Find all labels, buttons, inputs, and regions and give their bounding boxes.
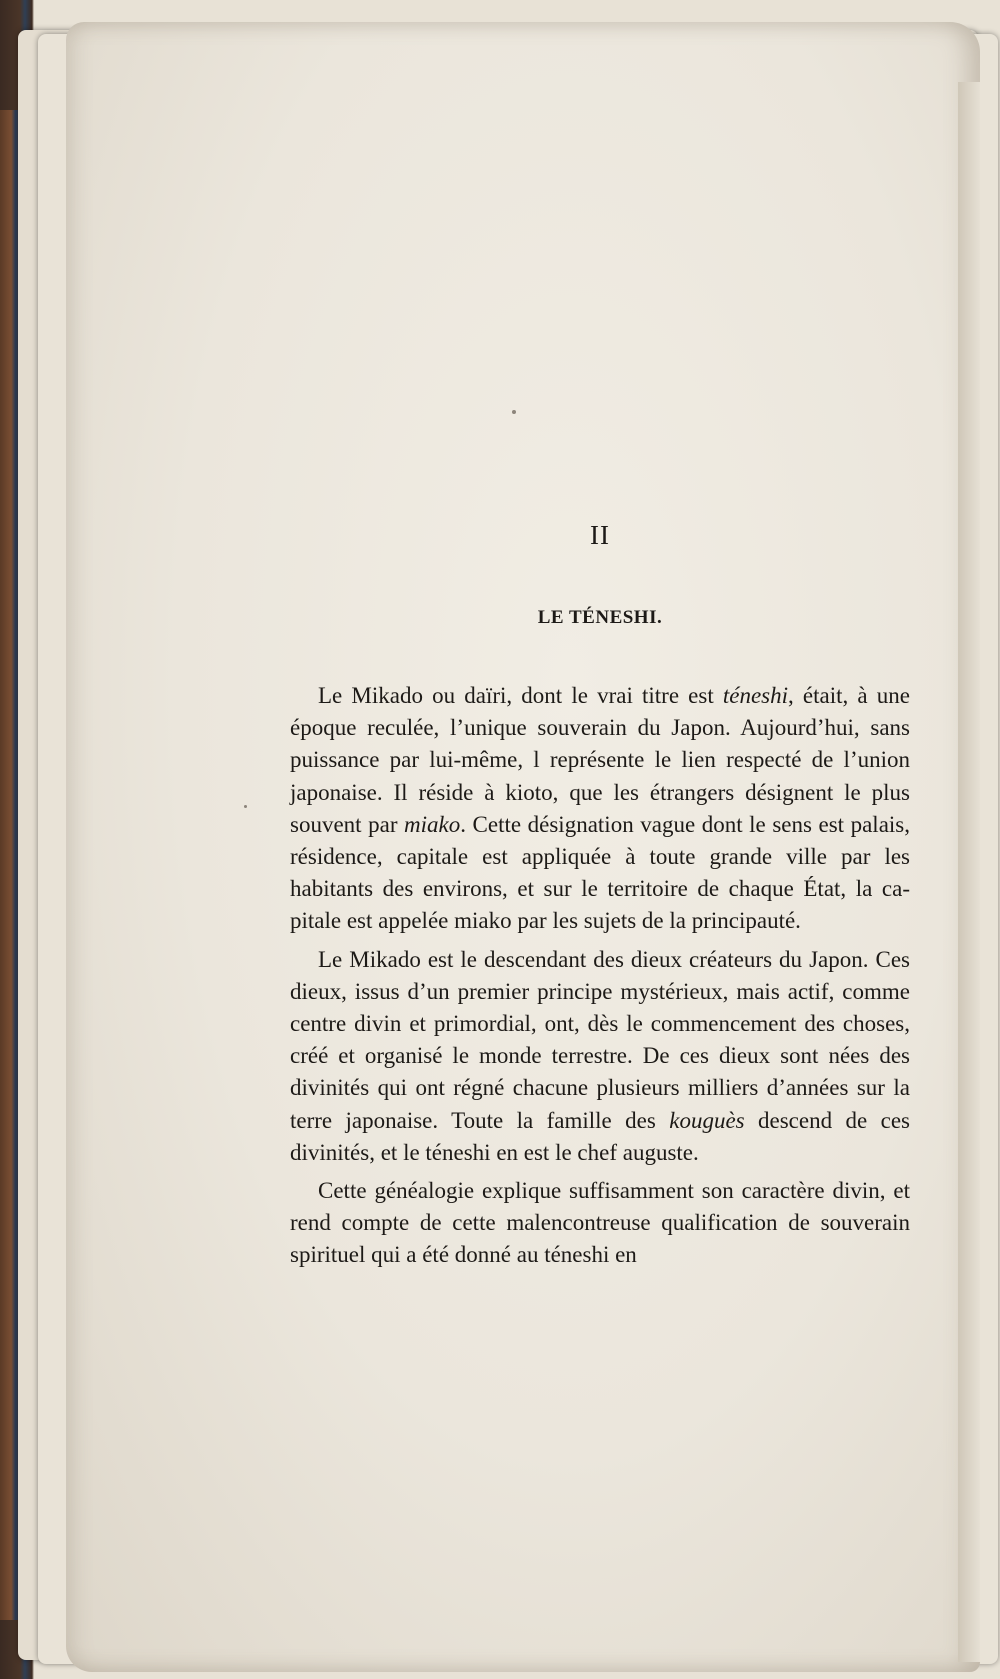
- paper-speck: [512, 410, 516, 414]
- text-run: Le Mikado ou daïri, dont le vrai titre est: [318, 683, 723, 708]
- paragraph-3: [290, 1175, 910, 1272]
- text-run: Le Mikado est le descendant des dieux créateurs du Japon. Ces dieux, issus d’un premier principe mystérieux, mais actif, comme centre divin et primordial, ont, dès le commencement des choses, créé et organisé le monde terrestre. De ces dieux sont nées des divinités qui ont régné chacune plusieurs milliers d’années sur la terre japonaise. Toute la famille des: [290, 946, 910, 1133]
- italic-term: téneshi: [722, 683, 789, 708]
- italic-term: miako: [404, 811, 461, 837]
- text-run: . Cette désignation vague dont le sens est palais, résidence, capitale est appliquée à toute grande ville par les habitants des environs, et sur le territoire de chaque État, la capitale est appelée miako par les sujets de la principauté.: [290, 811, 910, 934]
- chapter-number: II: [590, 520, 610, 550]
- next-page-edge: [958, 82, 980, 1662]
- paragraph-1: [290, 680, 910, 938]
- chapter-title: LE TÉNESHI.: [537, 607, 663, 628]
- text-run: descend de ces divinités, et le téneshi en est le chef auguste.: [290, 1107, 910, 1165]
- italic-term: kouguès: [669, 1107, 745, 1133]
- text-run: Cette généalogie explique suffisamment son caractère divin, et rend compte de cette malencontreuse qualification de souverain spirituel qui a été donné au téneshi en: [290, 1178, 910, 1268]
- text-run: , était, à une époque reculée, l’unique souverain du Japon. Aujourd’hui, sans puissance par lui-même, l représente le lien respecté de l’union japonaise. Il réside à kioto, que les étrangers désignent le plus souvent par: [290, 683, 910, 837]
- paragraph-2: [290, 944, 910, 1169]
- body-text: [290, 680, 910, 1278]
- paper-speck: [244, 805, 247, 808]
